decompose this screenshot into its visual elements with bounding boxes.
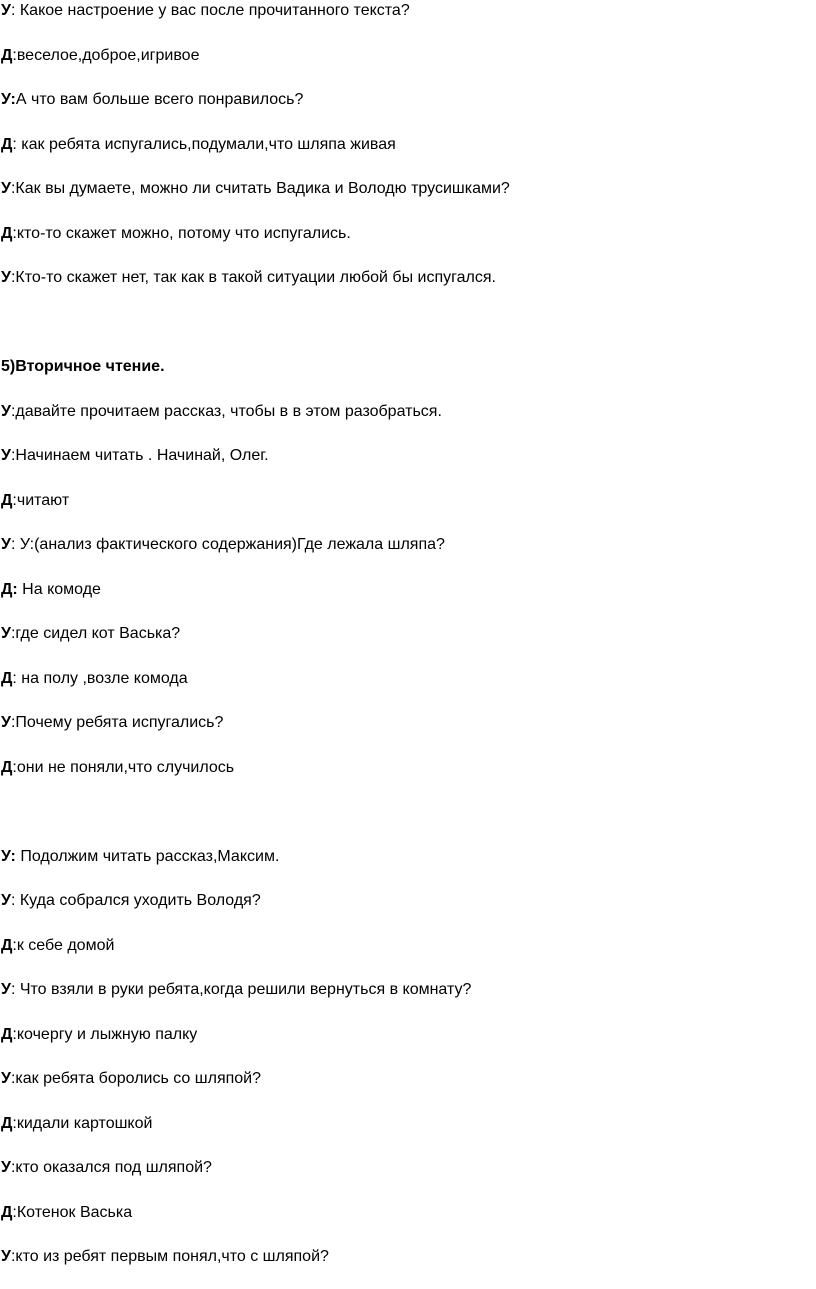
line-text: :Почему ребята испугались? xyxy=(10,714,224,731)
dialogue-line xyxy=(1,580,101,600)
line-text: :кто-то скажет можно, потому что испугались. xyxy=(12,225,351,242)
speaker-label: У xyxy=(1,1070,11,1087)
line-text: :где сидел кот Васька? xyxy=(10,625,181,642)
line-text: :Кто-то скажет нет, так как в такой ситуации любой бы испугался. xyxy=(10,269,496,286)
line-text: :Котенок Васька xyxy=(12,1204,133,1221)
speaker-label: У xyxy=(1,180,11,197)
line-text: :кто из ребят первым понял,что с шляпой? xyxy=(10,1248,329,1265)
dialogue-line xyxy=(1,90,303,110)
dialogue-line xyxy=(1,758,234,778)
speaker-label: Д xyxy=(1,937,13,954)
speaker-label: У: xyxy=(1,91,16,108)
speaker-label: У xyxy=(1,1248,11,1265)
speaker-label: Д xyxy=(1,670,13,687)
speaker-label: Д xyxy=(1,47,13,64)
dialogue-line xyxy=(1,980,471,1000)
dialogue-line xyxy=(1,535,445,555)
speaker-label: У xyxy=(1,447,11,464)
line-text: :веселое,доброе,игривое xyxy=(12,47,200,64)
dialogue-line xyxy=(1,491,69,511)
line-text: :читают xyxy=(12,492,70,509)
line-text: :давайте прочитаем рассказ, чтобы в в этом разобраться. xyxy=(10,403,442,420)
line-text: : Куда собрался уходить Володя? xyxy=(10,892,261,909)
line-text: :кто оказался под шляпой? xyxy=(10,1159,212,1176)
speaker-label: Д xyxy=(1,1204,13,1221)
speaker-label: У xyxy=(1,625,11,642)
line-text: Подолжим читать рассказ,Максим. xyxy=(15,848,280,865)
speaker-label: У xyxy=(1,892,11,909)
dialogue-line xyxy=(1,1114,152,1134)
line-text: На комоде xyxy=(17,581,101,598)
dialogue-line xyxy=(1,224,351,244)
dialogue-line xyxy=(1,1203,132,1223)
dialogue-line xyxy=(1,1247,329,1267)
speaker-label: У xyxy=(1,981,11,998)
dialogue-line xyxy=(1,1069,261,1089)
dialogue-line xyxy=(1,135,396,155)
dialogue-line xyxy=(1,669,188,689)
dialogue-line xyxy=(1,1158,212,1178)
dialogue-line xyxy=(1,268,496,288)
line-text: : У:(анализ фактического содержания)Где лежала шляпа? xyxy=(10,536,445,553)
dialogue-line xyxy=(1,1025,197,1045)
speaker-label: У: xyxy=(1,848,16,865)
line-text: :кидали картошкой xyxy=(12,1115,153,1132)
dialogue-line xyxy=(1,713,223,733)
line-text: :Начинаем читать . Начинай, Олег. xyxy=(10,447,269,464)
speaker-label: У xyxy=(1,714,11,731)
dialogue-line xyxy=(1,179,510,199)
speaker-label: Д xyxy=(1,759,13,776)
speaker-label: У xyxy=(1,2,11,19)
speaker-label: Д xyxy=(1,1026,13,1043)
line-text: :как ребята боролись со шляпой? xyxy=(10,1070,261,1087)
speaker-label: У xyxy=(1,536,11,553)
dialogue-line xyxy=(1,402,442,422)
line-text: А что вам больше всего понравилось? xyxy=(15,91,304,108)
dialogue-line xyxy=(1,891,261,911)
dialogue-line xyxy=(1,847,279,867)
dialogue-line xyxy=(1,446,269,466)
dialogue-line xyxy=(1,936,114,956)
speaker-label: У xyxy=(1,1159,11,1176)
line-text: :они не поняли,что случилось xyxy=(12,759,235,776)
speaker-label: Д xyxy=(1,136,13,153)
line-text: : Какое настроение у вас после прочитанного текста? xyxy=(10,2,410,19)
dialogue-line xyxy=(1,624,180,644)
line-text: : как ребята испугались,подумали,что шляпа живая xyxy=(12,136,396,153)
speaker-label: У xyxy=(1,269,11,286)
line-text: :кочергу и лыжную палку xyxy=(12,1026,198,1043)
dialogue-line xyxy=(1,1,410,21)
line-text: : Что взяли в руки ребята,когда решили вернуться в комнату? xyxy=(10,981,472,998)
line-text: : на полу ,возле комода xyxy=(12,670,188,687)
line-text: :Как вы думаете, можно ли считать Вадика и Володю трусишками? xyxy=(10,180,510,197)
speaker-label: Д xyxy=(1,1115,13,1132)
speaker-label: Д xyxy=(1,225,13,242)
section-heading: 5)Вторичное чтение. xyxy=(1,358,165,375)
line-text: :к себе домой xyxy=(12,937,115,954)
dialogue-line xyxy=(1,46,199,66)
speaker-label: У xyxy=(1,403,11,420)
speaker-label: Д: xyxy=(1,581,18,598)
speaker-label: Д xyxy=(1,492,13,509)
